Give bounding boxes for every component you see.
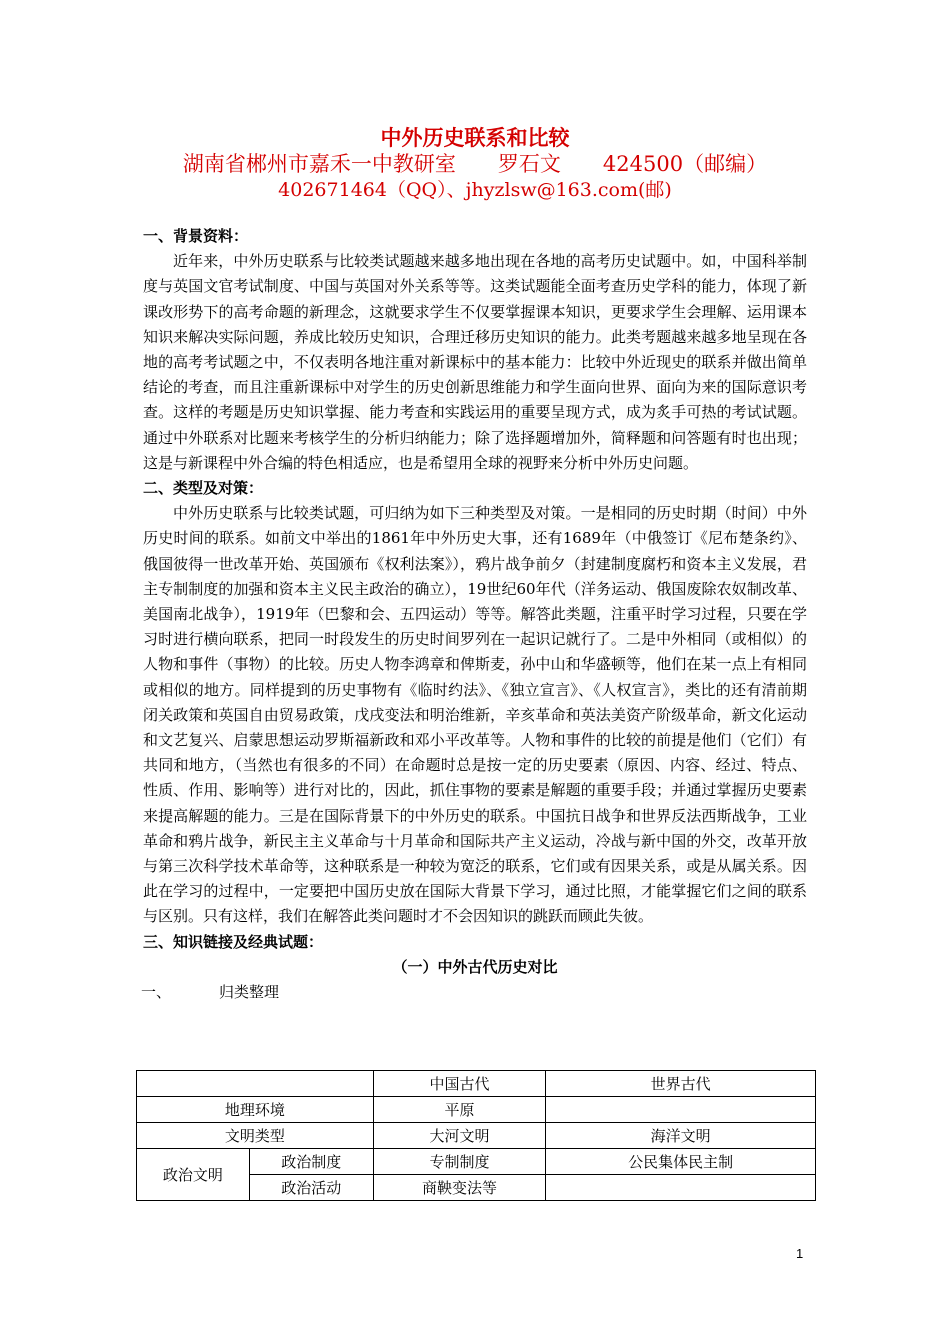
table-cell: 专制制度 bbox=[373, 1149, 546, 1175]
table-cell: 大河文明 bbox=[373, 1123, 546, 1149]
category-number: 一、 bbox=[141, 983, 172, 1002]
table-cell: 公民集体民主制 bbox=[546, 1149, 816, 1175]
table-cell: 海洋文明 bbox=[546, 1123, 816, 1149]
table-header-cell bbox=[137, 1071, 374, 1097]
category-line bbox=[141, 980, 807, 1005]
table-cell: 商鞅变法等 bbox=[373, 1175, 546, 1201]
section-heading-types: 二、类型及对策： bbox=[143, 479, 264, 498]
table-header-cell: 中国古代 bbox=[373, 1071, 546, 1097]
table-cell-label: 地理环境 bbox=[137, 1097, 374, 1123]
contact-line: 402671464（QQ）、jhyzlsw@163.com(邮) bbox=[278, 179, 672, 201]
types-paragraph: 中外历史联系与比较类试题，可归纳为如下三种类型及对策。一是相同的历史时期（时间）中外历史时间的联系。如前文中举出的1861年中外历史大事，还有1689年（中俄签订《尼布楚条约》、俄国彼得一世改革开始、英国颁布《权利法案》），鸦片战争前夕（封建制度腐朽和资本主义发展，君主专制制度的加强和资本主义民主政治的确立），19世纪60年代（洋务运动、俄国废除农奴制改革、美国南北战争），1919年（巴黎和会、五四运动）等等。解答此类题，注重平时学习过程，只要在学习时进行横向联系，把同一时段发生的历史时间罗列在一起识记就行了。二是中外相同（或相似）的人物和事件（事物）的比较。历史人物李鸿章和俾斯麦，孙中山和华盛顿等，他们在某一点上有相同或相似的地方。同样提到的历史事物有《临时约法》、《独立宣言》、《人权宣言》，类比的还有清前期闭关政策和英国自由贸易政策，戊戌变法和明治维新，辛亥革命和英法美资产阶级革命，新文化运动和文艺复兴、启蒙思想运动罗斯福新政和邓小平改革等。人物和事件的比较的前提是他们（它们）有共同和地方，（当然也有很多的不同）在命题时总是按一定的历史要素（原因、内容、经过、特点、性质、作用、影响等）进行对比的，因此，抓住事物的要素是解题的重要手段；并通过掌握历史要素来提高解题的能力。三是在国际背景下的中外历史的联系。中国抗日战争和世界反法西斯战争，工业革命和鸦片战争，新民主主义革命与十月革命和国际共产主义运动，冷战与新中国的外交，改革开放与第三次科学技术革命等，这种联系是一种较为宽泛的联系，它们或有因果关系，或是从属关系。因此在学习的过程中，一定要把中国历史放在国际大背景下学习，通过比照，才能掌握它们之间的联系与区别。只有这样，我们在解答此类问题时才不会因知识的跳跃而顾此失彼。 bbox=[143, 504, 807, 926]
background-paragraph: 近年来，中外历史联系与比较类试题越来越多地出现在各地的高考历史试题中。如，中国科举制度与英国文官考试制度、中国与英国对外关系等等。这类试题能全面考查历史学科的能力，体现了新课改形势下的高考命题的新理念，这就要求学生不仅要掌握课本知识，更要求学生会理解、运用课本知识来解决实际问题，养成比较历史知识，合理迁移历史知识的能力。此类考题越来越多地呈现在各地的高考考试题之中，不仅表明各地注重对新课标中的基本能力：比较中外近现史的联系并做出简单结论的考查，而且注重新课标中对学生的历史创新思维能力和学生面向世界、面向为来的国际意识考查。这样的考题是历史知识掌握、能力考查和实践运用的重要呈现方式，成为炙手可热的考试试题。通过中外联系对比题来考核学生的分析归纳能力；除了选择题增加外，简释题和问答题有时也出现；这是与新课程中外合编的特色相适应，也是希望用全球的视野来分析中外历史问题。 bbox=[143, 252, 807, 472]
section-heading-knowledge: 三、知识链接及经典试题： bbox=[143, 932, 324, 951]
table-header-row bbox=[137, 1071, 816, 1097]
table-row bbox=[137, 1097, 816, 1123]
page-title: 中外历史联系和比较 bbox=[380, 125, 570, 150]
table-header-cell: 世界古代 bbox=[546, 1071, 816, 1097]
table-cell-label: 政治制度 bbox=[249, 1149, 373, 1175]
document-body bbox=[143, 224, 807, 1005]
table-cell bbox=[546, 1175, 816, 1201]
comparison-table bbox=[136, 1070, 816, 1201]
table-cell-label: 文明类型 bbox=[137, 1123, 374, 1149]
category-label: 归类整理 bbox=[219, 983, 280, 1002]
table-row bbox=[137, 1123, 816, 1149]
table-row bbox=[137, 1149, 816, 1175]
page-number: 1 bbox=[796, 1246, 804, 1261]
subsection-heading: （一）中外古代历史对比 bbox=[392, 957, 558, 976]
table-cell bbox=[546, 1097, 816, 1123]
section-heading-background: 一、背景资料： bbox=[143, 227, 249, 245]
table-cell: 平原 bbox=[373, 1097, 546, 1123]
author-line: 湖南省郴州市嘉禾一中教研室 罗石文 424500（邮编） bbox=[182, 152, 768, 176]
table-cell-label: 政治活动 bbox=[249, 1175, 373, 1201]
table-cell-group-label: 政治文明 bbox=[137, 1149, 250, 1201]
